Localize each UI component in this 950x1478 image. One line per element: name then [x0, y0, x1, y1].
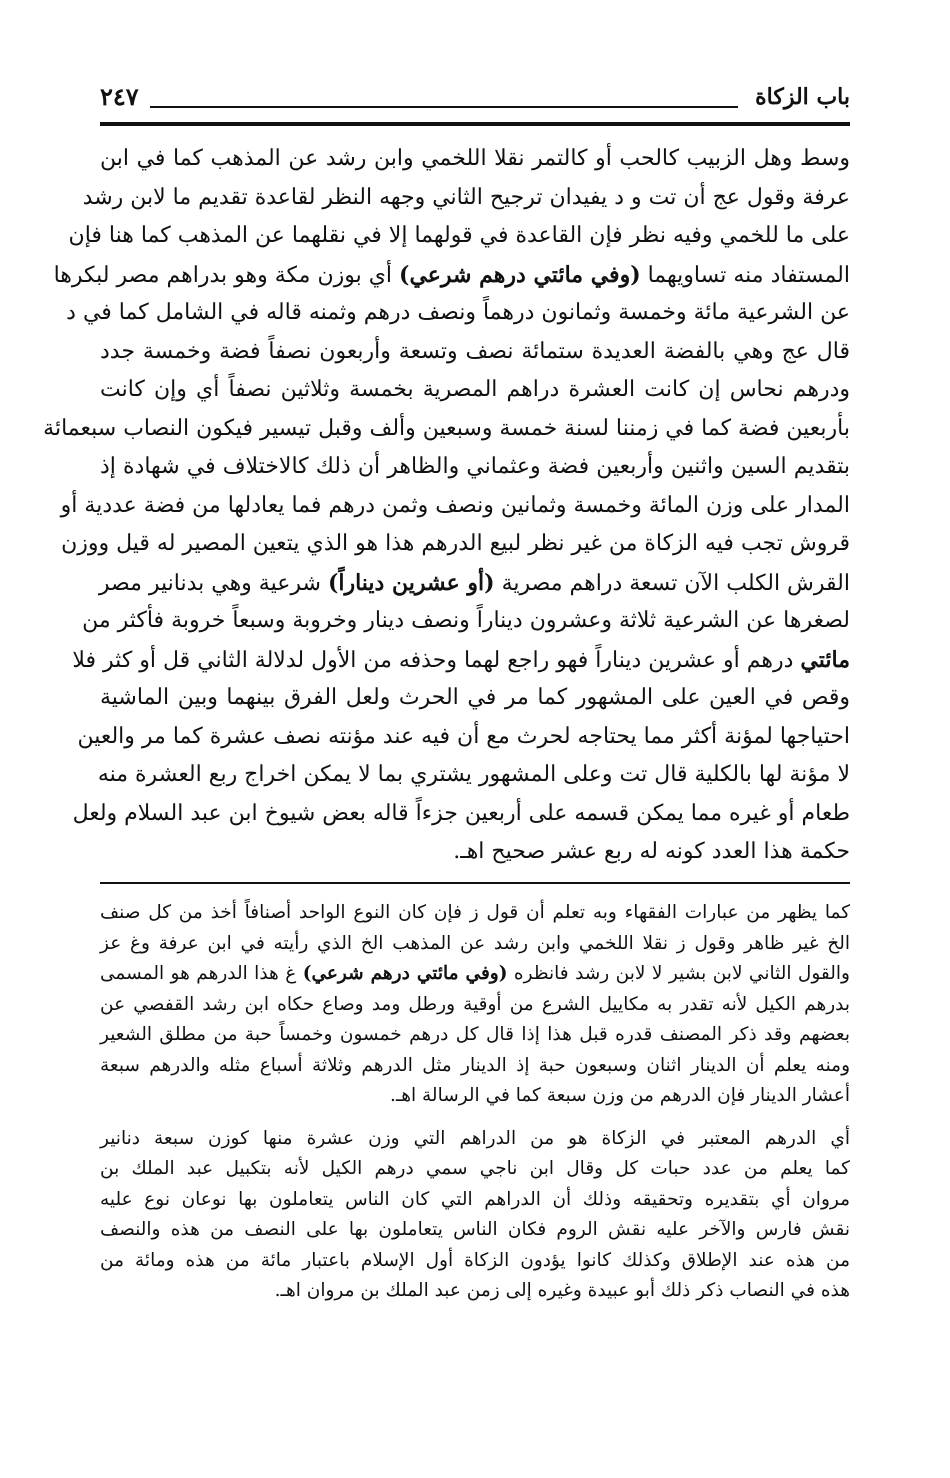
footnote-line: بدرهم الكيل لأنه تقدر به مكاييل الشرع من أوقية ورطل ومد وصاع حكاه ابن رشد القفصي عن [100, 993, 850, 1015]
main-text-line: المدار على وزن المائة وخمسة وثمانين ونصف وثمن درهم فما يعادلها من فضة عددية أو [60, 492, 850, 518]
footnote-line: كما يظهر من عبارات الفقهاء وبه تعلم أن قول ز فإن كان النوع الواحد أصنافاً أخذ من كل صنف [100, 902, 850, 923]
main-text-line [72, 641, 850, 680]
main-text-line [53, 256, 850, 295]
main-text-line: بتقديم السين واثنين وأربعين فضة وعثماني والظاهر أن ذلك كالاختلاف في شهادة إذ [100, 454, 850, 479]
header-thin-rule [150, 106, 738, 108]
text-run: القرش الكلب الآن تسعة دراهم مصرية [494, 570, 850, 596]
footnote-line: هذه في النصاب ذكر ذلك أبو عبيدة وغيره إلى زمن عبد الملك بن مروان اهـ. [274, 1280, 850, 1301]
footnote-line: أعشار الدينار فإن الدرهم من وزن سبعة كما في الرسالة اهـ. [389, 1085, 850, 1106]
bold-quotation: (وفي مائتي درهم شرعي) [399, 261, 641, 288]
footnote-line: الخ غير ظاهر وقول ز نقلا اللخمي وابن رشد عن المذهب الخ الذي رأيته في ابن عرفة وغ عز [100, 932, 850, 954]
paragraph-gap [100, 1112, 850, 1124]
footnote-line: مروان أي بتقديره وتحقيقه وذلك أن الدراهم التي كان الناس يتعاملون بها نوعان نوع عليه [100, 1188, 850, 1210]
main-text-line: قال عج وهي بالفضة العديدة ستمائة نصف وتسعة وأربعون نصفاً فضة وخمسة جدد [100, 338, 850, 364]
main-text-line: لا مؤنة لها بالكلية قال تت وعلى المشهور يشتري بما لا يمكن اخراج ربع العشرة منه [97, 762, 850, 787]
main-text-line: وقص في العين على المشهور كما مر في الحرث ولعل الفرق بينهما وبين الماشية [100, 685, 850, 710]
main-text-line: عرفة وقول عج أن تت و د يفيدان ترجيح الثاني وجهه النظر لقاعدة تقديم ما لابن رشد [82, 184, 850, 210]
footnote-line: نقش فارس والآخر عليه نقش الروم فكان الناس يتعاملون بها على النصف من هذه والنصف [100, 1219, 850, 1240]
page-header [100, 82, 850, 118]
main-text-line: طعام أو غيره مما يمكن قسمه على أربعين جزءاً قاله بعض شيوخ ابن عبد السلام ولعل [72, 800, 850, 826]
main-text-line: قروش تجب فيه الزكاة من غير نظر لبيع الدرهم هذا هو الذي يتعين المصير له قيل ووزن [61, 531, 850, 556]
footnote-line [100, 959, 850, 990]
text-run: شرعية وهي بدنانير مصر [98, 570, 328, 596]
page-number: ٢٤٧ [100, 82, 139, 111]
footnote-separator [100, 882, 850, 884]
footnote-line: بعضهم وقد ذكر المصنف قدره قبل هذا إذا قال كل درهم خمسون وخمساً حبة من مطلق الشعير [100, 1024, 850, 1045]
text-run: المستفاد منه تساويهما [640, 262, 850, 288]
bold-quotation: (وفي مائتي درهم شرعي) [302, 963, 508, 984]
text-run: أي بوزن مكة وهو بدراهم مصر لبكرها [53, 262, 400, 288]
main-text-line: احتياجها لمؤنة أكثر مما يحتاجه لحرث مع أن فيه عند مؤنته نصف عشرة كما مر والعين [77, 723, 850, 749]
bold-quotation: (أو عشرين ديناراً) [327, 569, 495, 596]
main-text-line: حكمة هذا العدد كونه له ربع عشر صحيح اهـ. [453, 839, 850, 864]
main-text-line: لصغرها عن الشرعية ثلاثة وعشرون ديناراً ونصف دينار وخروبة وسبعاً خروبة فأكثر من [82, 608, 850, 633]
text-run: درهم أو عشرين ديناراً فهو راجع لهما وحذفه من الأول لدلالة الثاني قل أو كثر فلا [72, 647, 801, 673]
footnote-line: من هذه عند الإطلاق وكذلك كانوا يؤدون الزكاة أول الإسلام باعتبار مائة من هذه ومائة من [100, 1249, 850, 1271]
footnote-line: كما يعلم من عدد حبات كل وقال ابن ناجي سمي درهم الكيل لأنه بتكبيل عبد الملك بن [100, 1158, 850, 1179]
text-run: والقول الثاني لابن بشير لا لابن رشد فانظره [507, 963, 850, 984]
chapter-title: باب الزكاة [755, 84, 850, 110]
main-text-line: على ما للخمي وفيه نظر فإن القاعدة في قولهما إلا في نقلهما عن المذهب كما هنا فإن [68, 223, 850, 248]
footnote-line: ومنه يعلم أن الدينار اثنان وسبعون حبة إذ الدينار مثل الدرهم وثلاثة أسباع مثله والدرهم سبعة [100, 1054, 850, 1076]
main-text-line: ودرهم نحاس إن كانت العشرة دراهم المصرية بخمسة وثلاثين نصفاً أي وإن كانت [100, 377, 850, 402]
footnotes [100, 898, 850, 1307]
main-text-line [100, 564, 850, 603]
footnote-line: أي الدرهم المعتبر في الزكاة هو من الدراهم التي وزن عشرة منها كوزن سبعة دنانير [100, 1127, 850, 1149]
main-text [43, 140, 850, 872]
bold-quotation: مائتي [800, 646, 850, 673]
header-thick-rule [100, 122, 850, 126]
main-text-line: بأربعين فضة كما في زمننا لسنة خمسة وسبعين وألف وقبل تيسير فيكون النصاب سبعمائة [43, 415, 850, 441]
main-text-line: عن الشرعية مائة وخمسة وثمانون درهماً ونصف درهم وثمنه قاله في الشامل كما في د [66, 300, 850, 325]
main-text-line: وسط وهل الزبيب كالحب أو كالتمر نقلا اللخمي وابن رشد عن المذهب كما في ابن [100, 146, 850, 171]
text-run: غ هذا الدرهم هو المسمى [100, 963, 303, 984]
